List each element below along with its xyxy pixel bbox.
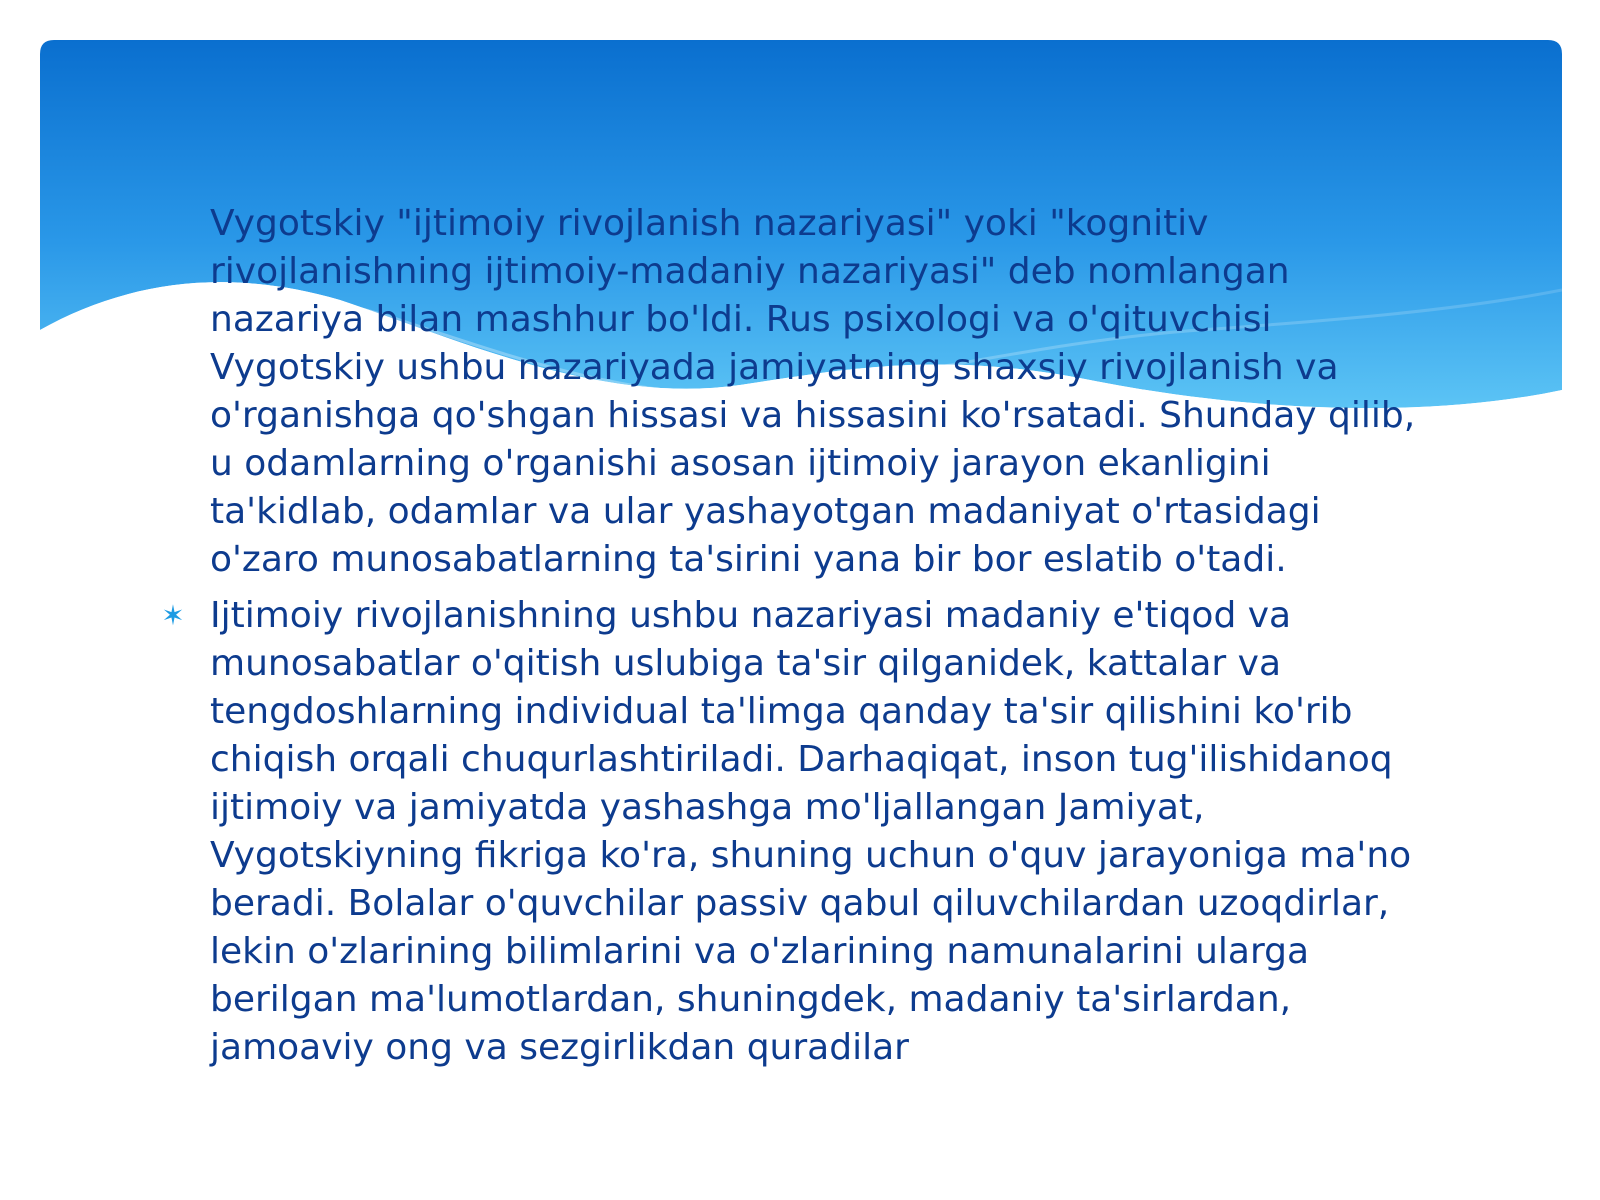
bullet-item — [158, 592, 1418, 1072]
slide-content — [158, 200, 1418, 1072]
asterisk-bullet-icon: ✶ — [161, 599, 185, 632]
paragraph-intro — [158, 200, 1418, 584]
bullet-item-text: Ijtimoiy rivojlanishning ushbu nazariyasi madaniy e'tiqod va munosabatlar o'qitish uslubiga ta'sir qilganidek, kattalar va tengdoshlarning individual ta'limga qanday ta'sir qilishini ko'rib chiqish orqali chuqurlashtiriladi. Darhaqiqat, inson tug'ilishidanoq ijtimoiy va jamiyatda yashashga mo'ljallangan Jamiyat, Vygotskiyning fikriga ko'ra, shuning uchun o'quv jarayoniga ma'no beradi. Bolalar o'quvchilar passiv qabul qiluvchilardan uzoqdirlar, lekin o'zlarining bilimlarini va o'zlarining namunalarini ularga berilgan ma'lumotlardan, shuningdek, madaniy ta'sirlardan, jamoaviy ong va sezgirlikdan quradilar — [210, 595, 1412, 1068]
paragraph-text: Vygotskiy "ijtimoiy rivojlanish nazariyasi" yoki "kognitiv rivojlanishning ijtimoiy-madaniy nazariyasi" deb nomlangan nazariya bilan mashhur bo'ldi. Rus psixologi va o'qituvchisi Vygotskiy ushbu nazariyada jamiyatning shaxsiy rivojlanish va o'rganishga qo'shgan hissasi va hissasini ko'rsatadi. Shunday qilib, u odamlarning o'rganishi asosan ijtimoiy jarayon ekanligini ta'kidlab, odamlar va ular yashayotgan madaniyat o'rtasidagi o'zaro munosabatlarning ta'sirini yana bir bor eslatib o'tadi. — [210, 203, 1416, 580]
